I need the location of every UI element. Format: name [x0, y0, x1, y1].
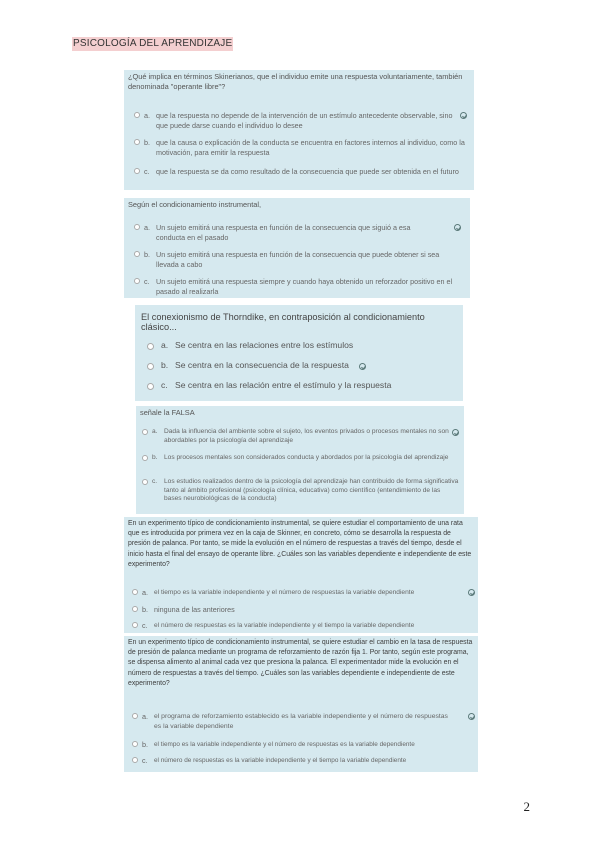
radio-button[interactable]: [134, 112, 140, 118]
option-letter: b.: [152, 454, 158, 461]
option-text: que la respuesta no depende de la intervención de un estímulo antecedente observable, sino que puede darse cuando el individuo lo desee: [156, 111, 453, 130]
radio-button[interactable]: [134, 224, 140, 230]
option-text: el tiempo es la variable independiente y el número de respuestas la variable dependiente: [154, 589, 415, 596]
radio-button[interactable]: [142, 429, 148, 435]
option-text: ninguna de las anteriores: [154, 605, 235, 614]
radio-button[interactable]: [147, 363, 154, 370]
page-number: 2: [523, 799, 530, 814]
radio-button[interactable]: [132, 606, 138, 612]
radio-button[interactable]: [147, 343, 154, 350]
question-text: señale la FALSA: [140, 408, 195, 417]
option-text: Un sujeto emitirá una respuesta en función de la consecuencia que puede obtener si sea llevada a cabo: [156, 250, 440, 269]
radio-button[interactable]: [134, 251, 140, 257]
radio-button[interactable]: [147, 383, 154, 390]
option-letter: a.: [144, 111, 150, 120]
check-icon: [359, 363, 366, 370]
option-letter: a.: [161, 340, 169, 350]
option-letter: b.: [142, 605, 148, 614]
option-letter: a.: [152, 428, 158, 435]
option-letter: c.: [161, 380, 168, 390]
question-block-2: [124, 198, 470, 298]
question-block-3: [135, 305, 463, 401]
option-text: Un sujeto emitirá una respuesta en función de la consecuencia que siguió a esa conducta en el pasado: [156, 223, 411, 242]
question-text: En un experimento típico de condicionamiento instrumental, se quiere estudiar el cambio en la tasa de respuesta de presión de palanca mediante un programa de reforzamiento de razón fija 1. Por tanto, según este programa, se dispensa alimento al animal cada vez que presiona la palanca. El experimentador mide la evolución en el número de respuestas a través del tiempo. ¿Cuáles son las variables dependiente e independiente de este experimento?: [128, 639, 473, 687]
check-icon: [452, 429, 459, 436]
option-letter: a.: [142, 712, 148, 721]
radio-button[interactable]: [132, 713, 138, 719]
question-block-5: [124, 517, 478, 633]
option-text: el tiempo es la variable independiente y el número de respuestas es la variable dependiente: [154, 741, 415, 748]
radio-button[interactable]: [132, 741, 138, 747]
option-letter: b.: [161, 360, 169, 370]
option-text: Los estudios realizados dentro de la psicología del aprendizaje han contribuido de forma significativa tanto al ámbito profesional (psicología clínica, educativa) como científico (entendimiento de las bases neurobiológicas de la conducta): [164, 478, 459, 503]
option-letter: c.: [152, 478, 158, 485]
option-text: Dada la influencia del ambiente sobre el sujeto, los eventos privados o procesos mentales no son abordables por la psicología del aprendizaje: [164, 428, 449, 444]
question-text: En un experimento típico de condicionamiento instrumental, se quiere estudiar el comportamiento de una rata que es introducida por primera vez en la caja de Skinner, en concreto, cómo se desarrolla la respuesta de presión de palanca. Por tanto, se mide la evolución en el número de respuestas a través del tiempo, desde el inicio hasta el final del ensayo de operante libre. ¿Cuáles son las variables dependiente e independiente de este experimento?: [128, 520, 472, 568]
option-text: el número de respuestas es la variable independiente y el tiempo la variable dependiente: [154, 757, 407, 764]
question-block-6: [124, 636, 478, 772]
option-text: Los procesos mentales son considerados conducta y abordados por la psicología del aprendizaje: [164, 454, 449, 461]
question-text: El conexionismo de Thorndike, en contraposición al condicionamiento clásico...: [141, 312, 425, 332]
radio-button[interactable]: [134, 278, 140, 284]
option-text: Un sujeto emitirá una respuesta siempre y cuando haya obtenido un reforzador positivo en el pasado al realizarla: [156, 277, 453, 296]
question-block-1: [124, 70, 474, 190]
question-text: ¿Qué implica en términos Skinerianos, que el individuo emite una respuesta voluntariamente, también denominada "operante libre"?: [128, 72, 463, 91]
option-letter: b.: [144, 250, 150, 259]
course-header: PSICOLOGÍA DEL APRENDIZAJE: [73, 38, 233, 49]
check-icon: [468, 589, 475, 596]
radio-button[interactable]: [142, 455, 148, 461]
radio-button[interactable]: [134, 139, 140, 145]
radio-button[interactable]: [132, 589, 138, 595]
option-text: Se centra en la consecuencia de la respuesta: [175, 360, 349, 370]
check-icon: [460, 112, 467, 119]
option-letter: c.: [144, 167, 150, 176]
question-block-4: [136, 406, 464, 514]
option-letter: a.: [142, 588, 148, 597]
option-letter: b.: [144, 138, 150, 147]
option-text: que la causa o explicación de la conducta se encuentra en factores internos al individuo, como la motivación, para emitir la respuesta: [156, 138, 465, 157]
option-letter: a.: [144, 223, 150, 232]
radio-button[interactable]: [132, 622, 138, 628]
option-letter: b.: [142, 740, 148, 749]
radio-button[interactable]: [132, 757, 138, 763]
check-icon: [454, 224, 461, 231]
radio-button[interactable]: [142, 479, 148, 485]
option-text: el número de respuestas es la variable independiente y el tiempo la variable dependiente: [154, 622, 415, 629]
option-text: que la respuesta se da como resultado de la consecuencia que puede ser obtenida en el futuro: [156, 167, 459, 176]
option-letter: c.: [144, 277, 150, 286]
option-text: Se centra en las relaciones entre los estímulos: [175, 340, 354, 350]
option-letter: c.: [142, 756, 148, 765]
option-text: el programa de reforzamiento establecido es la variable independiente y el número de respuestas es la variable dependiente: [154, 713, 448, 730]
radio-button[interactable]: [134, 168, 140, 174]
question-text: Según el condicionamiento instrumental,: [128, 200, 262, 209]
check-icon: [468, 713, 475, 720]
option-text: Se centra en las relación entre el estímulo y la respuesta: [175, 380, 392, 390]
option-letter: c.: [142, 621, 148, 630]
